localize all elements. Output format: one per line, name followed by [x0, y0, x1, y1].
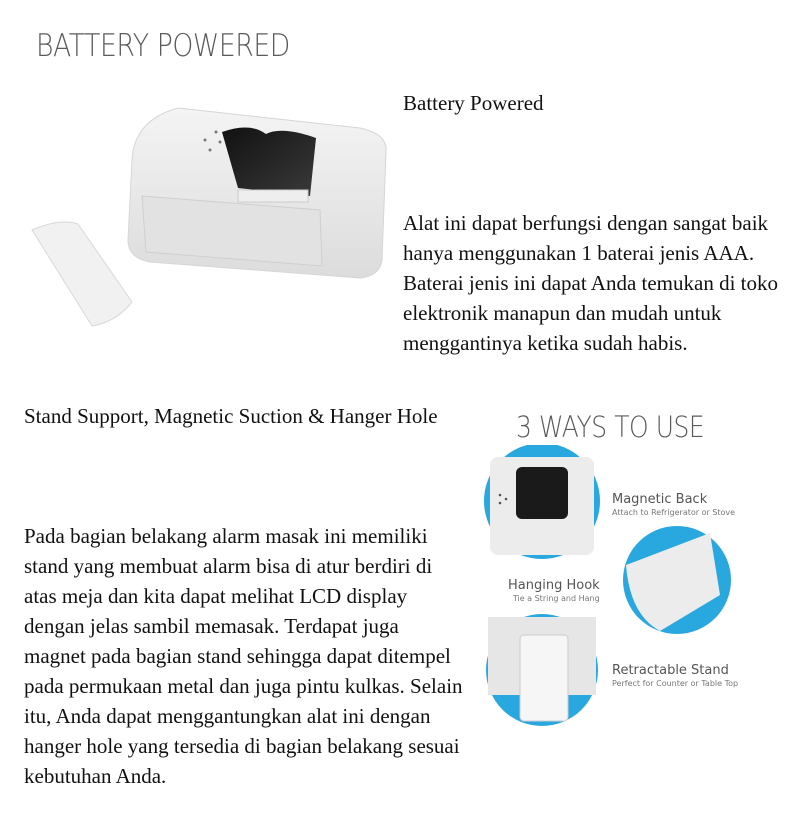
- way-subtitle: Attach to Refrigerator or Stove: [612, 508, 736, 517]
- stand-support-section: [24, 371, 464, 821]
- stand-support-title: Stand Support, Magnetic Suction & Hanger Hole: [24, 404, 438, 428]
- way-title: Hanging Hook: [508, 578, 600, 593]
- way-magnetic-back: [612, 492, 735, 517]
- hanging-hook-circle: [623, 526, 731, 634]
- battery-powered-title: Battery Powered: [403, 91, 544, 115]
- battery-powered-body: Alat ini dapat berfungsi dengan sangat baik hanya menggunakan 1 baterai jenis AAA. Baterai jenis ini dapat Anda temukan di toko elektronik manapun dan mudah untuk menggantinya ketika sudah habis.: [403, 211, 778, 355]
- battery-cover: [32, 222, 132, 326]
- magnetic-back-circle: [484, 445, 600, 559]
- way-subtitle: Tie a String and Hang: [512, 594, 600, 603]
- way-subtitle: Perfect for Counter or Table Top: [612, 679, 739, 688]
- stand-support-body: Pada bagian belakang alarm masak ini memiliki stand yang membuat alarm bisa di atur berdiri di atas meja dan kita dapat melihat LCD display dengan jelas sambil memasak. Terdapat juga magnet pada bagian stand sehingga dapat ditempel pada permukaan metal dan juga pintu kulkas. Selain itu, Anda dapat menggantungkan alat ini dengan hanger hole yang tersedia di bagian belakang sesuai kebutuhan Anda.: [24, 524, 463, 788]
- battery-powered-section: [403, 58, 793, 388]
- battery-compartment-image: [20, 90, 400, 350]
- way-retractable-stand: [612, 663, 738, 688]
- battery-powered-image-headline: BATTERY POWERED: [36, 28, 290, 64]
- way-hanging-hook: [508, 578, 600, 603]
- retractable-stand-circle: [486, 614, 598, 726]
- way-title: Retractable Stand: [612, 663, 729, 678]
- way-title: Magnetic Back: [612, 492, 708, 507]
- three-ways-headline: 3 WAYS TO USE: [516, 410, 705, 444]
